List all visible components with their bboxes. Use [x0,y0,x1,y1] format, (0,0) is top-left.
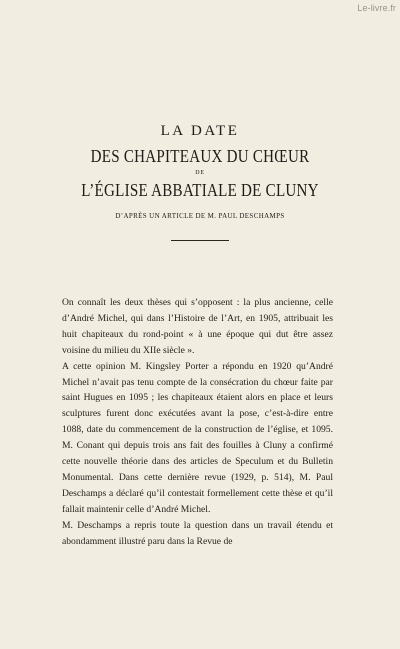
title-line-3: L’ÉGLISE ABBATIALE DE CLUNY [81,180,319,200]
title-line-1: LA DATE [160,123,240,139]
watermark: Le-livre.fr [357,3,396,13]
title-line-de: DE [195,170,205,176]
paragraph: A cette opinion M. Kingsley Porter a répondu en 1920 qu’André Michel n’avait pas tenu compte de la consécration du chœur faite par saint Hugues en 1095 ; les chapiteaux étaient alors en place et leurs sculptures furent donc exécutées avant la pose, c’est-à-dire entre 1088, date du commencement de la construction de l’église, et 1095. M. Conant qui depuis trois ans fait des fouilles à Cluny a confirmé cette nouvelle théorie dans des articles de Speculum et du Bulletin Monumental. Dans cette dernière revue (1929, p. 514), M. Paul Deschamps a déclaré qu’il contestait formellement cette thèse et qu’il fallait maintenir celle d’André Michel. [62,360,333,515]
divider-rule [171,240,229,241]
paragraph: M. Deschamps a repris toute la question dans un travail étendu et abondamment illustré paru dans la Revue de [62,519,333,547]
subtitle: D’APRÈS UN ARTICLE DE M. PAUL DESCHAMPS [115,211,285,220]
article-body [62,295,333,550]
paragraph: On connaît les deux thèses qui s’opposent : la plus ancienne, celle d’André Michel, qui dans l’Histoire de l’Art, en 1905, attribuait les huit chapiteaux du rond-point « à une époque qui dut être assez voisine du milieu du XIIe siècle ». [62,297,333,356]
article-header [0,122,400,241]
title-line-2: DES CHAPITEAUX DU CHŒUR [90,146,310,166]
